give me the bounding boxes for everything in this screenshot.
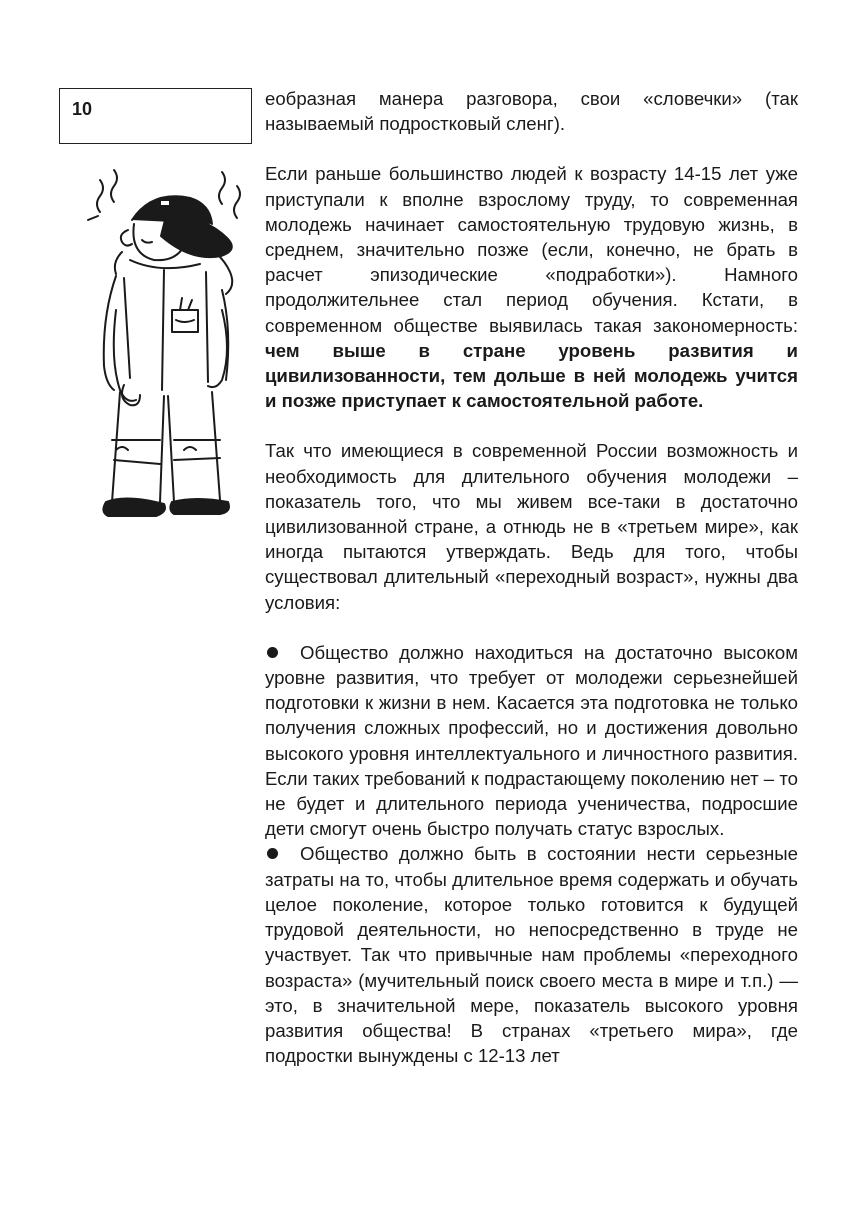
paragraph-education-period <box>265 161 798 413</box>
paragraph-continuation: еобразная манера разговора, свои «словечки» (так называемый подростковый сленг). <box>265 88 798 135</box>
list-item <box>265 841 798 1068</box>
paragraph-text: Если раньше большинство людей к возрасту 14-15 лет уже приступали к вполне взрослому труду, то современная молодежь начинает самостоятельную трудовую жизнь, в среднем, значительно позже (если, конечно, не брать в расчет эпизодические «подработки»). Намного продолжительнее стал период обучения. Кстати, в современном обществе выявилась такая закономерность: <box>265 163 798 336</box>
bold-statement: чем выше в стране уровень развития и цивилизованности, тем дольше в ней молодежь учится и позже приступает к самостоятельной работе. <box>265 339 798 412</box>
bullet-icon <box>267 848 278 859</box>
page-number-box <box>59 88 252 144</box>
page-number: 10 <box>72 99 93 119</box>
paragraph-russia: Так что имеющиеся в современной России возможность и необходимость для длительного обучения молодежи – показатель того, что мы живем все-таки в достаточно цивилизованной стране, а отнюдь не в «третьем мире», как иногда пытаются утверждать. Ведь для того, чтобы существовал длительный «переходный возраст», нужны два условия: <box>265 440 798 613</box>
list-item <box>265 640 798 842</box>
list-item-text: Общество должно находиться на достаточно высоком уровне развития, что требует от молодежи серьезнейшей подготовки к жизни в нем. Касается эта подготовка не только получения сложных профессий, но и достижения довольно высокого уровня интеллектуального и личностного развития. Если таких требований к подрастающему поколению нет – то не будет и длительного периода ученичества, подросшие дети смогут очень быстро получать статус взрослых. <box>265 641 798 840</box>
list-item-text: Общество должно быть в состоянии нести серьезные затраты на то, чтобы длительное время содержать и обучать целое поколение, которое только готовится к будущей трудовой деятельности, но непосредственно в труде не участвует. Так что привычные нам проблемы «переходного возраста» (мучительный поиск своего места в мире и т.п.) — это, в значительной мере, показатель высокого уровня развития общества! В странах «третьего мира», где подростки вынуждены с 12-13 лет <box>265 843 798 1067</box>
main-text-column <box>265 86 798 1068</box>
bullet-icon <box>267 647 278 658</box>
teenager-illustration <box>72 160 262 520</box>
